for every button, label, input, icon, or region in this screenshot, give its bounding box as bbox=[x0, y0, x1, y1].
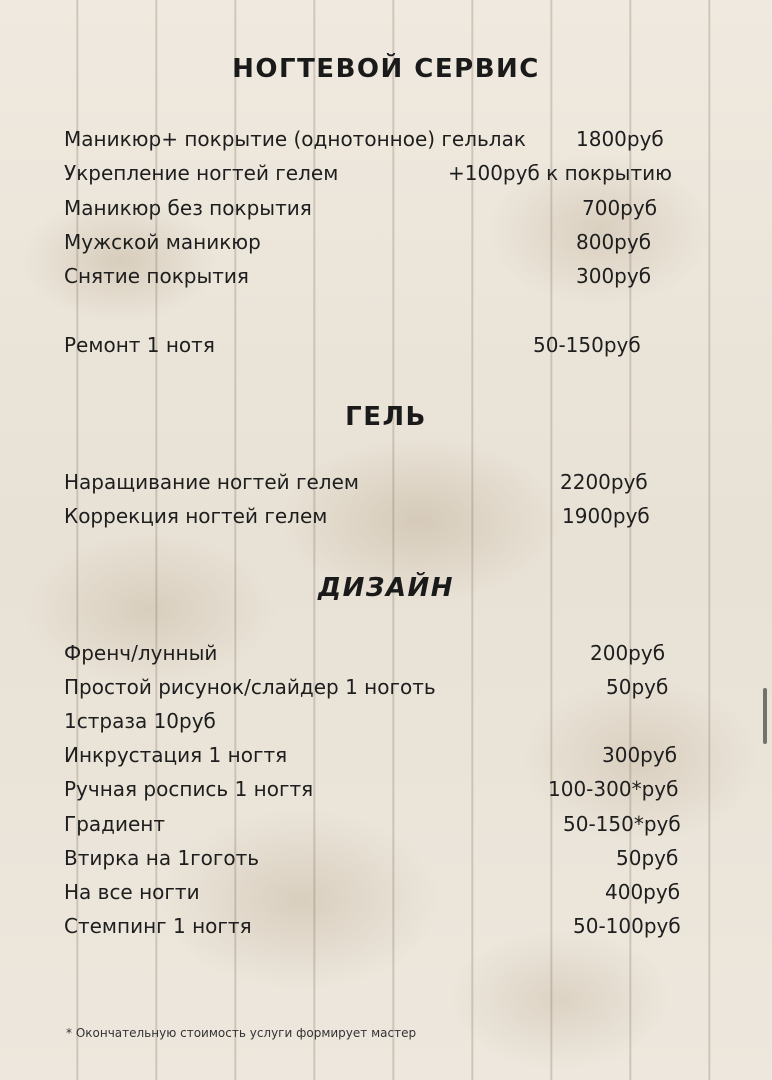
service-name: Инкрустация 1 ногтя bbox=[64, 743, 288, 767]
service-name: Простой рисунок/слайдер 1 ноготь bbox=[64, 675, 436, 699]
service-name: Наращивание ногтей гелем bbox=[64, 470, 359, 494]
service-name: Ручная роспись 1 ногтя bbox=[64, 777, 314, 801]
section-title-gel: ГЕЛЬ bbox=[345, 402, 427, 432]
service-price: 1800руб bbox=[576, 127, 664, 151]
service-name: 1страза 10руб bbox=[64, 709, 216, 733]
service-price: 50-150руб bbox=[533, 333, 641, 357]
service-price: 1900руб bbox=[562, 504, 650, 528]
service-price: 100-300*руб bbox=[548, 777, 679, 801]
service-name: На все ногти bbox=[64, 880, 200, 904]
scrollbar[interactable] bbox=[763, 688, 767, 744]
service-name: Ремонт 1 нотя bbox=[64, 333, 215, 357]
service-name: Маникюр+ покрытие (однотонное) гельлак bbox=[64, 127, 526, 151]
service-name: Маникюр без покрытия bbox=[64, 196, 312, 220]
service-price: 50руб bbox=[616, 846, 679, 870]
service-name: Градиент bbox=[64, 812, 166, 836]
service-price: +100руб к покрытию bbox=[448, 161, 672, 185]
service-name: Френч/лунный bbox=[64, 641, 218, 665]
service-price: 400руб bbox=[605, 880, 681, 904]
service-price: 50руб bbox=[606, 675, 669, 699]
section-title-nail-service: НОГТЕВОЙ СЕРВИС bbox=[232, 54, 540, 84]
service-name: Снятие покрытия bbox=[64, 264, 249, 288]
service-price: 300руб bbox=[576, 264, 652, 288]
service-name: Стемпинг 1 ногтя bbox=[64, 914, 252, 938]
service-price: 2200руб bbox=[560, 470, 648, 494]
service-price: 700руб bbox=[582, 196, 658, 220]
service-name: Укрепление ногтей гелем bbox=[64, 161, 339, 185]
service-name: Мужской маникюр bbox=[64, 230, 261, 254]
service-name: Коррекция ногтей гелем bbox=[64, 504, 328, 528]
service-price: 50-150*руб bbox=[563, 812, 681, 836]
service-price: 50-100руб bbox=[573, 914, 681, 938]
service-price: 300руб bbox=[602, 743, 678, 767]
service-price: 800руб bbox=[576, 230, 652, 254]
service-name: Втирка на 1гоготь bbox=[64, 846, 260, 870]
footnote: * Окончательную стоимость услуги формирует мастер bbox=[66, 1026, 417, 1040]
service-price: 200руб bbox=[590, 641, 666, 665]
section-title-design: ДИЗАЙН bbox=[317, 573, 455, 603]
